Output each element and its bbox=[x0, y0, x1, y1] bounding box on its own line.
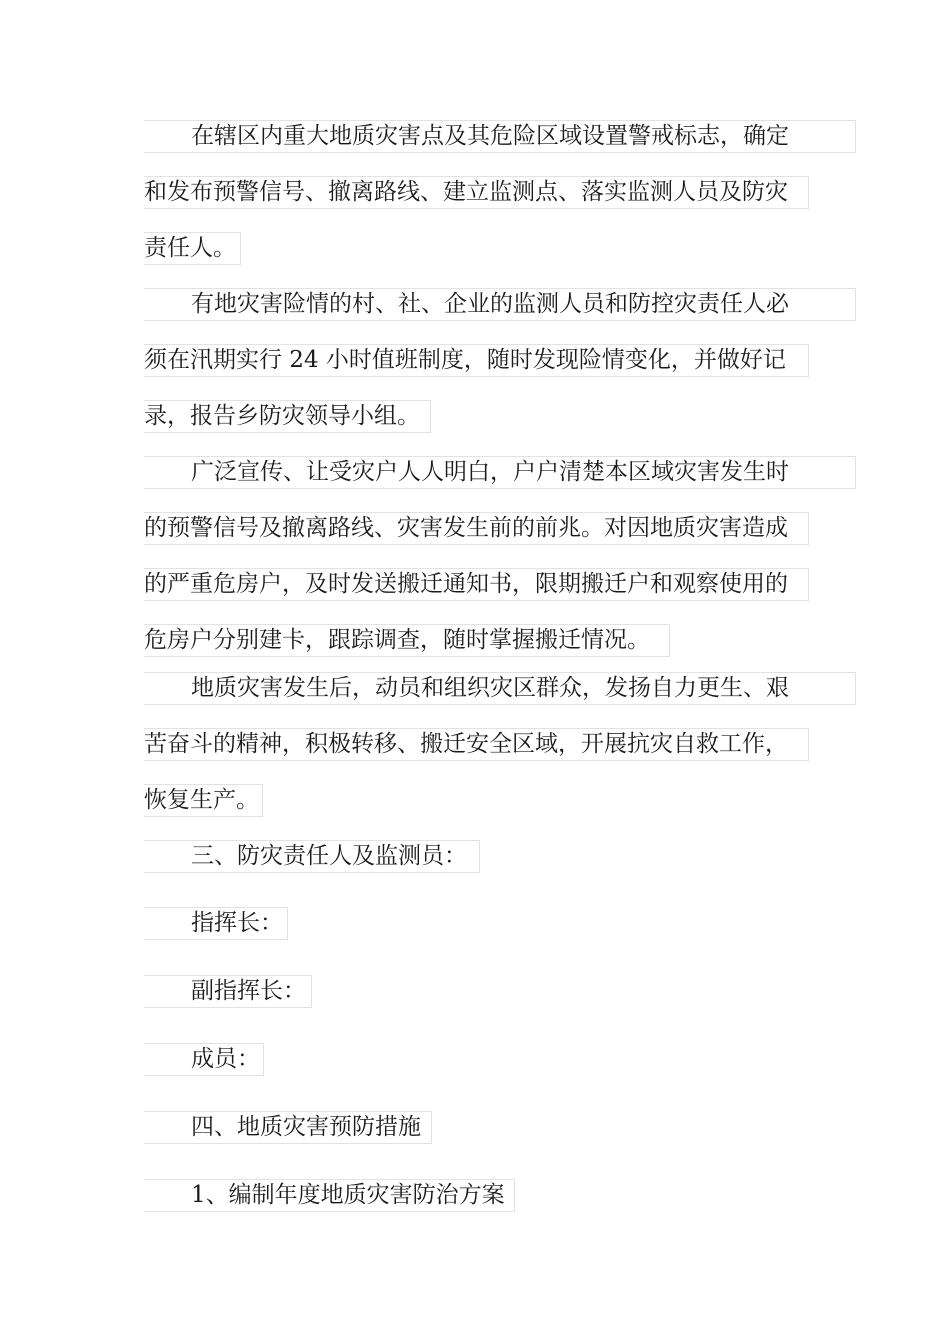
text-line: 恢复生产。 bbox=[144, 784, 263, 817]
text-line: 须在汛期实行 24 小时值班制度，随时发现险情变化，并做好记 bbox=[144, 344, 809, 377]
text-line: 和发布预警信号、撤离路线、建立监测点、落实监测人员及防灾 bbox=[144, 176, 809, 209]
heading-line: 四、地质灾害预防措施 bbox=[144, 1111, 432, 1144]
field-commander bbox=[144, 907, 808, 963]
text-line: 广泛宣传、让受灾户人人明白，户户清楚本区域灾害发生时 bbox=[144, 456, 856, 489]
text-line: 危房户分别建卡，跟踪调查，随时掌握搬迁情况。 bbox=[144, 624, 670, 657]
field-label: 成员： bbox=[144, 1043, 264, 1076]
list-item-annual-plan bbox=[144, 1179, 808, 1235]
text-line: 的预警信号及撤离路线、灾害发生前的前兆。对因地质灾害造成 bbox=[144, 512, 809, 545]
paragraph-publicity bbox=[144, 456, 808, 680]
section-heading-responsible-persons bbox=[144, 840, 808, 896]
paragraph-warning-signs bbox=[144, 120, 808, 288]
text-line: 苦奋斗的精神，积极转移、搬迁安全区域，开展抗灾自救工作， bbox=[144, 728, 809, 761]
text-line: 的严重危房户，及时发送搬迁通知书，限期搬迁户和观察使用的 bbox=[144, 568, 809, 601]
field-members bbox=[144, 1043, 808, 1099]
paragraph-duty-system bbox=[144, 288, 808, 456]
text-line: 在辖区内重大地质灾害点及其危险区域设置警戒标志，确定 bbox=[144, 120, 856, 153]
text-line: 录，报告乡防灾领导小组。 bbox=[144, 400, 431, 433]
text-line: 有地灾害险情的村、社、企业的监测人员和防控灾责任人必 bbox=[144, 288, 856, 321]
field-label: 副指挥长： bbox=[144, 975, 312, 1008]
heading-line: 三、防灾责任人及监测员： bbox=[144, 840, 480, 873]
field-deputy-commander bbox=[144, 975, 808, 1031]
field-label: 指挥长： bbox=[144, 907, 288, 940]
paragraph-self-rescue bbox=[144, 672, 808, 840]
text-line: 责任人。 bbox=[144, 232, 241, 265]
section-heading-prevention-measures bbox=[144, 1111, 808, 1167]
list-item-text: 1、编制年度地质灾害防治方案 bbox=[144, 1179, 515, 1212]
text-line: 地质灾害发生后，动员和组织灾区群众，发扬自力更生、艰 bbox=[144, 672, 856, 705]
